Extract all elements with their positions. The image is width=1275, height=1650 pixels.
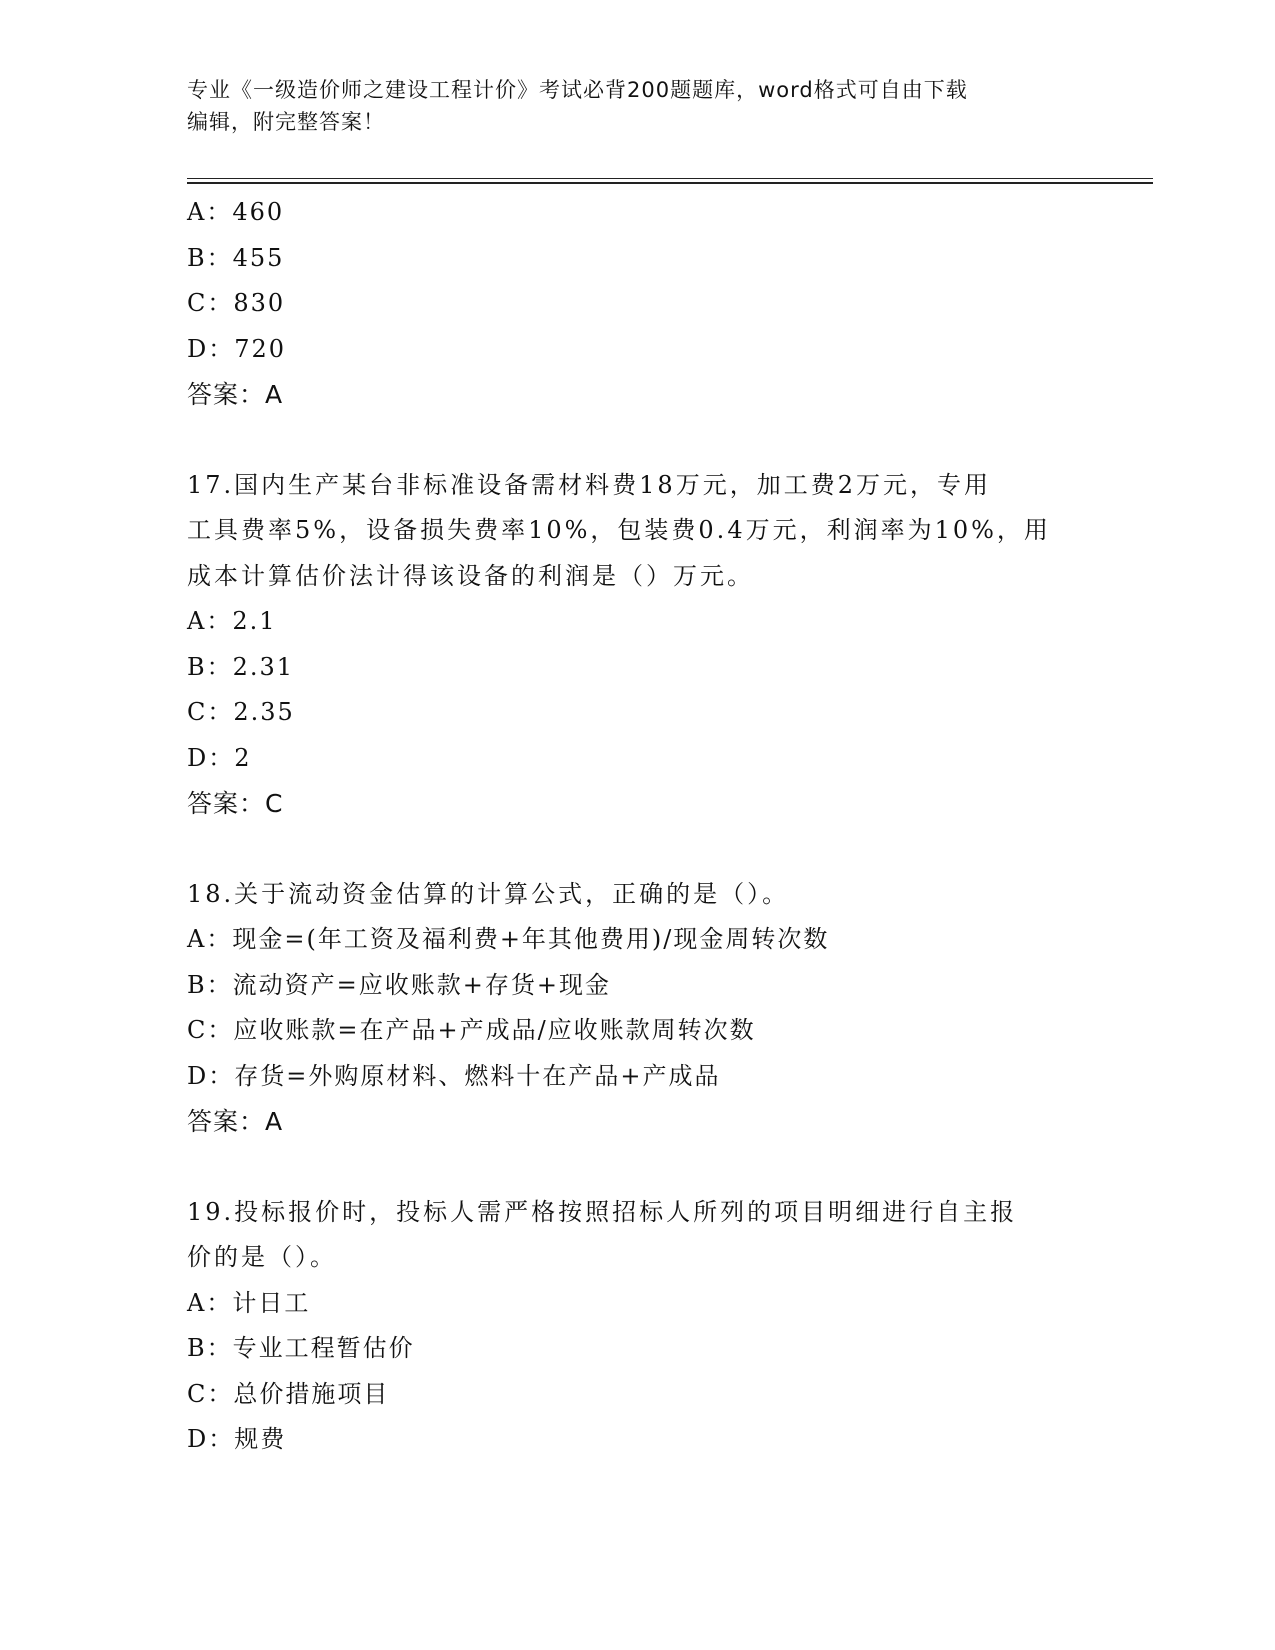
header-line-2: 编辑，附完整答案！ bbox=[187, 110, 385, 134]
option-a: A：2.1 bbox=[187, 607, 277, 635]
option-a: A：计日工 bbox=[187, 1288, 311, 1317]
option-d: D：720 bbox=[187, 334, 287, 363]
option-b: B：2.31 bbox=[187, 652, 295, 681]
answer-17: 答案：C bbox=[187, 789, 284, 818]
question-19-stem-line-2: 价的是（）。 bbox=[187, 1243, 337, 1271]
header-line-1: 专业《一级造价师之建设工程计价》考试必背200题题库，word格式可自由下载 bbox=[187, 78, 968, 102]
question-19 bbox=[187, 1190, 1107, 1463]
question-18 bbox=[187, 872, 1107, 1145]
option-d: D：存货=外购原材料、燃料十在产品+产成品 bbox=[187, 1061, 721, 1090]
option-c: C：830 bbox=[187, 289, 286, 317]
option-b: B：专业工程暂估价 bbox=[187, 1334, 415, 1362]
option-d: D：2 bbox=[187, 743, 252, 772]
question-16-options bbox=[187, 190, 1107, 418]
question-18-stem-line-1: 18.关于流动资金估算的计算公式，正确的是（）。 bbox=[187, 879, 790, 908]
option-b: B：流动资产=应收账款+存货+现金 bbox=[187, 970, 611, 999]
question-17-stem-line-1: 17.国内生产某台非标准设备需材料费18万元，加工费2万元，专用 bbox=[187, 470, 991, 499]
answer-18: 答案：A bbox=[187, 1107, 284, 1136]
header-divider-thin bbox=[187, 178, 1153, 179]
option-c: C：2.35 bbox=[187, 698, 295, 726]
option-c: C：应收账款=在产品+产成品/应收账款周转次数 bbox=[187, 1016, 756, 1044]
answer-16: 答案：A bbox=[187, 380, 284, 409]
option-d: D：规费 bbox=[187, 1425, 287, 1453]
document-header bbox=[187, 74, 1067, 138]
option-a: A：现金=(年工资及福利费+年其他费用)/现金周转次数 bbox=[187, 925, 830, 953]
option-a: A：460 bbox=[187, 198, 285, 226]
question-list bbox=[187, 190, 1107, 1463]
question-19-stem-line-1: 19.投标报价时，投标人需严格按照招标人所列的项目明细进行自主报 bbox=[187, 1197, 1018, 1226]
question-17-stem-line-3: 成本计算估价法计得该设备的利润是（）万元。 bbox=[187, 561, 754, 590]
question-17-stem-line-2: 工具费率5%，设备损失费率10%，包装费0.4万元，利润率为10%，用 bbox=[187, 516, 1051, 544]
question-17 bbox=[187, 463, 1107, 827]
option-b: B：455 bbox=[187, 243, 285, 272]
header-divider-thick bbox=[187, 182, 1153, 184]
option-c: C：总价措施项目 bbox=[187, 1379, 390, 1408]
